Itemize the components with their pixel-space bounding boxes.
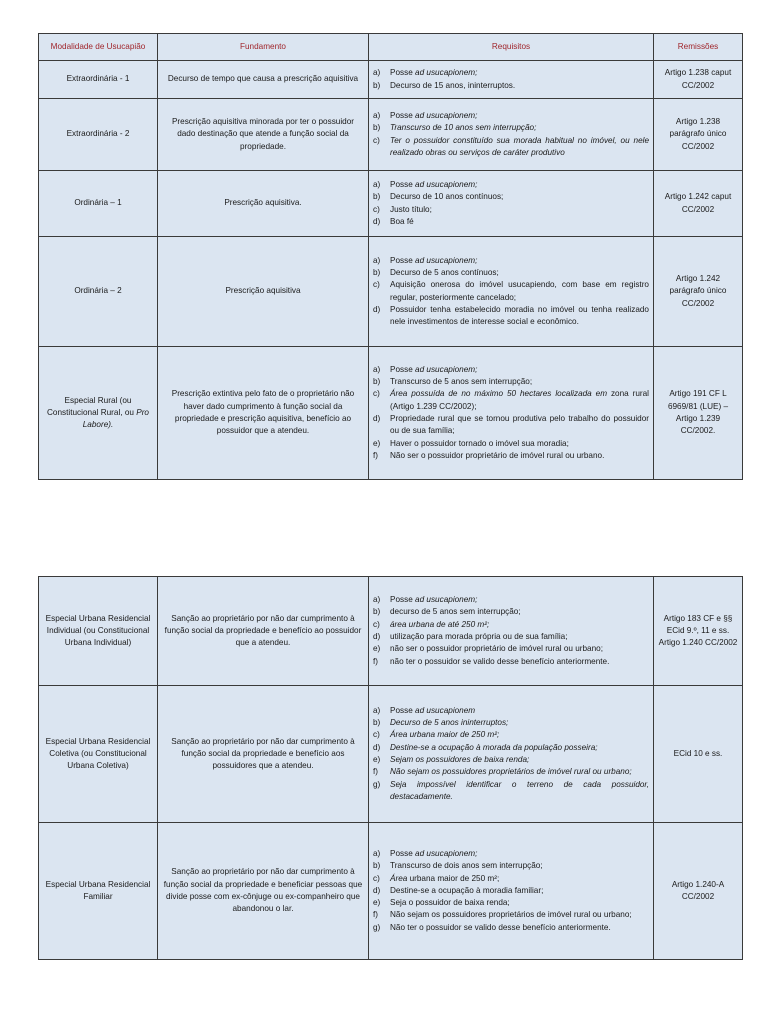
- requisito-item: g) Seja impossível identificar o terreno de cada possuidor, destacadamente.: [373, 779, 649, 801]
- requisitos-cell: [369, 686, 654, 823]
- modalidade-cell: Especial Urbana Residencial Coletiva (ou Constitucional Urbana Coletiva): [39, 686, 158, 823]
- table-row: [39, 577, 743, 686]
- requisitos-list: [373, 594, 649, 668]
- remissoes-cell: Artigo 1.242 parágrafo único CC/2002: [654, 237, 743, 347]
- requisito-item: b) Decurso de 10 anos contínuos;: [373, 192, 504, 202]
- fundamento-cell: Decurso de tempo que causa a prescrição aquisitiva: [158, 61, 369, 99]
- requisitos-cell: [369, 61, 654, 99]
- remissoes-cell: Artigo 1.240-A CC/2002: [654, 823, 743, 960]
- table-row: [39, 823, 743, 960]
- remissoes-cell: Artigo 1.238 caput CC/2002: [654, 61, 743, 99]
- remissoes-cell: Artigo 1.238 parágrafo único CC/2002: [654, 99, 743, 171]
- fundamento-cell: Prescrição extintiva pelo fato de o proprietário não haver dado cumprimento à função social da propriedade e prescrição aquisitiva, benefício ao possuidor que a atendeu.: [158, 347, 369, 480]
- modalidade-cell: Ordinária – 2: [39, 237, 158, 347]
- requisito-item: d) Boa fé: [373, 216, 414, 226]
- requisito-item: d) Propriedade rural que se tornou produtiva pelo trabalho do possuidor ou de sua família;: [373, 414, 649, 436]
- fundamento-cell: Sanção ao proprietário por não dar cumprimento à função social da propriedade e beneficiar pessoas que divide posse com ex-cônjuge ou ex-companheiro que abandonou o lar.: [158, 823, 369, 960]
- requisitos-cell: [369, 347, 654, 480]
- fundamento-cell: Prescrição aquisitiva: [158, 237, 369, 347]
- requisito-item: f) Não sejam os possuidores proprietários de imóvel rural ou urbano;: [373, 767, 632, 777]
- requisito-item: d) Destine-se a ocupação à morada da população posseira;: [373, 742, 598, 752]
- requisito-item: f) Não ser o possuidor proprietário de imóvel rural ou urbano.: [373, 450, 605, 460]
- requisito-item: c) Justo título;: [373, 204, 432, 214]
- remissoes-cell: Artigo 183 CF e §§ ECid 9.º, 11 e ss. Artigo 1.240 CC/2002: [654, 577, 743, 686]
- table-row: [39, 61, 743, 99]
- requisito-item: b) Decurso de 15 anos, ininterruptos.: [373, 80, 516, 90]
- modalidade-cell: Extraordinária - 1: [39, 61, 158, 99]
- requisito-item: b) decurso de 5 anos sem interrupção;: [373, 607, 521, 617]
- requisito-item: a) Posse ad usucapionem;: [373, 848, 478, 858]
- table-header-row: [39, 34, 743, 61]
- table-row: [39, 686, 743, 823]
- fundamento-cell: Prescrição aquisitiva minorada por ter o possuidor dado destinação que atende a função social da propriedade.: [158, 99, 369, 171]
- remissoes-cell: ECid 10 e ss.: [654, 686, 743, 823]
- requisito-item: c) Ter o possuidor constituído sua morada habitual no imóvel, ou nele realizado obras ou serviços de caráter produtivo: [373, 135, 649, 157]
- requisito-item: f) Não sejam os possuidores proprietários de imóvel rural ou urbano;: [373, 910, 632, 920]
- requisito-item: e) Seja o possuidor de baixa renda;: [373, 898, 510, 908]
- requisitos-cell: [369, 171, 654, 237]
- fundamento-cell: Prescrição aquisitiva.: [158, 171, 369, 237]
- requisitos-cell: [369, 237, 654, 347]
- requisito-item: a) Posse ad usucapionem: [373, 705, 476, 715]
- requisito-item: a) Posse ad usucapionem;: [373, 595, 478, 605]
- requisito-item: d) Destine-se a ocupação à moradia familiar;: [373, 885, 544, 895]
- requisitos-list: [373, 67, 649, 92]
- requisitos-cell: [369, 577, 654, 686]
- requisito-item: a) Posse ad usucapionem;: [373, 364, 478, 374]
- remissoes-cell: Artigo 191 CF L 6969/81 (LUE) – Artigo 1.239 CC/2002.: [654, 347, 743, 480]
- requisito-item: b) Decurso de 5 anos contínuos;: [373, 267, 499, 277]
- table-row: [39, 171, 743, 237]
- requisito-item: e) Sejam os possuidores de baixa renda;: [373, 755, 530, 764]
- modalidade-cell: Especial Urbana Residencial Familiar: [39, 823, 158, 960]
- requisito-item: b) Transcurso de 10 anos sem interrupção;: [373, 123, 537, 133]
- usucapiao-table-2: [38, 576, 743, 960]
- requisitos-list: [373, 364, 649, 462]
- modalidade-cell: Extraordinária - 2: [39, 99, 158, 171]
- requisito-item: a) Posse ad usucapionem;: [373, 68, 478, 78]
- header-modalidade: Modalidade de Usucapião: [39, 34, 158, 61]
- requisito-item: d) utilização para morada própria ou de sua família;: [373, 632, 568, 641]
- requisitos-list: [373, 705, 649, 803]
- requisito-item: c) Área urbana maior de 250 m²;: [373, 873, 500, 883]
- requisito-item: b) Transcurso de 5 anos sem interrupção;: [373, 377, 533, 387]
- table-row: [39, 347, 743, 480]
- table-row: [39, 99, 743, 171]
- header-remissoes: Remissões: [654, 34, 743, 61]
- requisitos-list: [373, 848, 649, 934]
- requisito-item: a) Posse ad usucapionem;: [373, 110, 478, 120]
- requisito-item: e) não ser o possuidor proprietário de imóvel rural ou urbano;: [373, 644, 603, 654]
- remissoes-cell: Artigo 1.242 caput CC/2002: [654, 171, 743, 237]
- requisitos-cell: [369, 99, 654, 171]
- modalidade-cell: Ordinária – 1: [39, 171, 158, 237]
- usucapiao-table-1: [38, 33, 743, 480]
- requisito-item: a) Posse ad usucapionem;: [373, 255, 478, 265]
- requisitos-cell: [369, 823, 654, 960]
- requisitos-list: [373, 110, 649, 159]
- modalidade-cell: Especial Rural (ou Constitucional Rural, ou Pro Labore).: [39, 347, 158, 480]
- requisito-item: f) não ter o possuidor se valido desse benefício anteriormente.: [373, 656, 610, 666]
- fundamento-cell: Sanção ao proprietário por não dar cumprimento à função social da propriedade e benefício aos possuidores que a atendeu.: [158, 686, 369, 823]
- requisito-item: b) Transcurso de dois anos sem interrupção;: [373, 861, 543, 871]
- requisito-item: c) Área urbana maior de 250 m²;: [373, 730, 500, 740]
- requisito-item: c) Aquisição onerosa do imóvel usucapiendo, com base em registro regular, posteriormente cancelado;: [373, 280, 649, 302]
- requisito-item: g) Não ter o possuidor se valido desse benefício anteriormente.: [373, 922, 611, 932]
- requisito-item: a) Posse ad usucapionem;: [373, 179, 478, 189]
- requisitos-list: [373, 179, 649, 228]
- fundamento-cell: Sanção ao proprietário por não dar cumprimento à função social da propriedade e benefício ao possuidor que a atendeu.: [158, 577, 369, 686]
- modalidade-cell: Especial Urbana Residencial Individual (ou Constitucional Urbana Individual): [39, 577, 158, 686]
- requisito-item: b) Decurso de 5 anos ininterruptos;: [373, 718, 509, 728]
- requisito-item: e) Haver o possuidor tornado o imóvel sua moradia;: [373, 438, 569, 448]
- requisito-item: c) Área possuída de no máximo 50 hectares localizada em zona rural (Artigo 1.239 CC/2002);: [373, 389, 649, 411]
- header-fundamento: Fundamento: [158, 34, 369, 61]
- requisito-item: d) Possuidor tenha estabelecido moradia no imóvel ou tenha realizado nele investimentos de interesse social e econômico.: [373, 304, 649, 327]
- requisitos-list: [373, 255, 649, 329]
- header-requisitos: Requisitos: [369, 34, 654, 61]
- requisito-item: c) área urbana de até 250 m²;: [373, 619, 490, 629]
- table-row: [39, 237, 743, 347]
